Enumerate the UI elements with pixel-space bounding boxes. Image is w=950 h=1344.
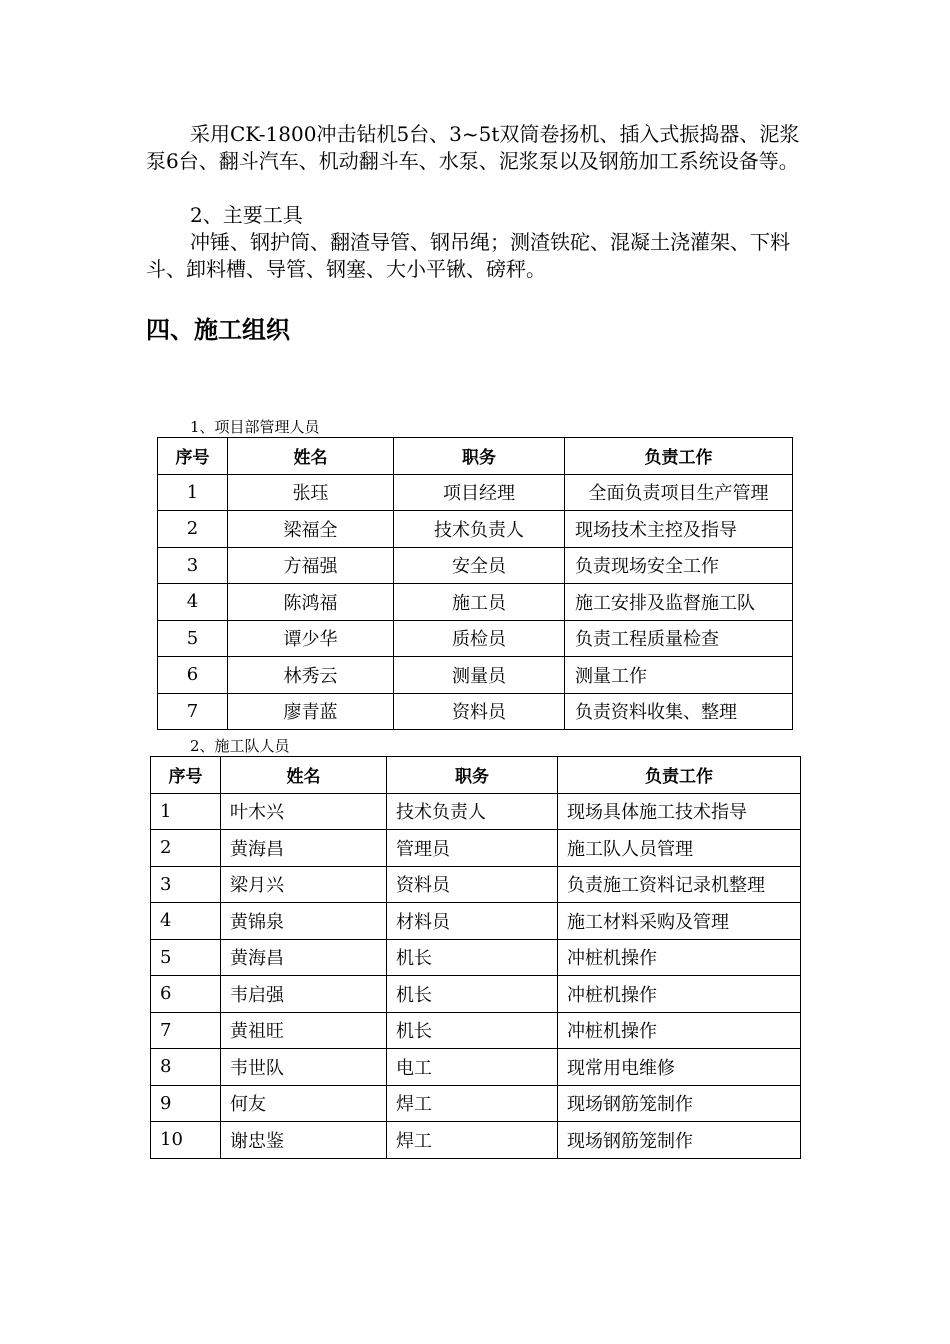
cell-name: 陈鸿福 xyxy=(228,584,394,621)
cell-name: 方福强 xyxy=(228,547,394,584)
cell-name: 谭少华 xyxy=(228,620,394,657)
cell-index: 7 xyxy=(151,1012,221,1049)
cell-position: 质检员 xyxy=(394,620,565,657)
header-index: 序号 xyxy=(151,757,221,794)
cell-index: 3 xyxy=(151,866,221,903)
header-position: 职务 xyxy=(387,757,558,794)
cell-duty: 测量工作 xyxy=(565,657,793,694)
table-row xyxy=(151,793,801,830)
cell-name: 梁福全 xyxy=(228,511,394,548)
cell-duty: 现场钢筋笼制作 xyxy=(558,1085,801,1122)
table-row xyxy=(151,1122,801,1159)
cell-index: 3 xyxy=(158,547,228,584)
table-row xyxy=(151,1085,801,1122)
table-header-row xyxy=(158,438,793,475)
cell-index: 4 xyxy=(158,584,228,621)
table-row xyxy=(158,584,793,621)
cell-name: 梁月兴 xyxy=(221,866,387,903)
cell-position: 机长 xyxy=(387,976,558,1013)
cell-index: 8 xyxy=(151,1049,221,1086)
cell-duty: 现场具体施工技术指导 xyxy=(558,793,801,830)
cell-index: 5 xyxy=(158,620,228,657)
header-name: 姓名 xyxy=(228,438,394,475)
construction-team-table xyxy=(150,756,801,1159)
cell-name: 黄祖旺 xyxy=(221,1012,387,1049)
table-row xyxy=(151,939,801,976)
cell-duty: 现常用电维修 xyxy=(558,1049,801,1086)
table-row xyxy=(158,657,793,694)
cell-duty: 负责工程质量检查 xyxy=(565,620,793,657)
table-row xyxy=(151,866,801,903)
section-heading: 四、施工组织 xyxy=(146,316,290,344)
table-row xyxy=(158,693,793,730)
table-row xyxy=(158,474,793,511)
cell-position: 项目经理 xyxy=(394,474,565,511)
tools-subheading: 2、主要工具 xyxy=(190,203,303,227)
cell-position: 施工员 xyxy=(394,584,565,621)
cell-duty: 全面负责项目生产管理 xyxy=(565,474,793,511)
cell-duty: 负责施工资料记录机整理 xyxy=(558,866,801,903)
cell-index: 2 xyxy=(158,511,228,548)
cell-index: 1 xyxy=(158,474,228,511)
cell-name: 叶木兴 xyxy=(221,793,387,830)
equipment-paragraph: 采用CK-1800冲击钻机5台、3~5t双筒卷扬机、插入式振捣器、泥浆泵6台、翻斗汽车、机动翻斗车、水泵、泥浆泵以及钢筋加工系统设备等。 xyxy=(146,122,800,173)
cell-index: 6 xyxy=(151,976,221,1013)
cell-position: 机长 xyxy=(387,1012,558,1049)
cell-duty: 冲桩机操作 xyxy=(558,1012,801,1049)
cell-name: 黄海昌 xyxy=(221,939,387,976)
cell-name: 韦世队 xyxy=(221,1049,387,1086)
cell-position: 管理员 xyxy=(387,830,558,867)
cell-position: 技术负责人 xyxy=(387,793,558,830)
table-row xyxy=(151,1012,801,1049)
cell-position: 材料员 xyxy=(387,903,558,940)
cell-name: 黄锦泉 xyxy=(221,903,387,940)
cell-duty: 现场技术主控及指导 xyxy=(565,511,793,548)
cell-duty: 施工安排及监督施工队 xyxy=(565,584,793,621)
cell-position: 资料员 xyxy=(387,866,558,903)
cell-position: 焊工 xyxy=(387,1085,558,1122)
cell-index: 7 xyxy=(158,693,228,730)
cell-duty: 施工队人员管理 xyxy=(558,830,801,867)
cell-name: 何友 xyxy=(221,1085,387,1122)
cell-name: 黄海昌 xyxy=(221,830,387,867)
header-duty: 负责工作 xyxy=(565,438,793,475)
table-row xyxy=(158,547,793,584)
cell-duty: 负责资料收集、整理 xyxy=(565,693,793,730)
cell-index: 10 xyxy=(151,1122,221,1159)
cell-duty: 施工材料采购及管理 xyxy=(558,903,801,940)
header-index: 序号 xyxy=(158,438,228,475)
cell-position: 技术负责人 xyxy=(394,511,565,548)
cell-index: 1 xyxy=(151,793,221,830)
cell-position: 电工 xyxy=(387,1049,558,1086)
table1-caption: 1、项目部管理人员 xyxy=(190,418,320,436)
cell-index: 9 xyxy=(151,1085,221,1122)
cell-position: 测量员 xyxy=(394,657,565,694)
cell-duty: 冲桩机操作 xyxy=(558,976,801,1013)
cell-position: 资料员 xyxy=(394,693,565,730)
table-row xyxy=(158,620,793,657)
cell-duty: 现场钢筋笼制作 xyxy=(558,1122,801,1159)
cell-name: 张珏 xyxy=(228,474,394,511)
cell-index: 6 xyxy=(158,657,228,694)
cell-position: 焊工 xyxy=(387,1122,558,1159)
cell-index: 5 xyxy=(151,939,221,976)
table-row xyxy=(151,976,801,1013)
management-staff-table xyxy=(157,437,793,730)
table-row xyxy=(151,830,801,867)
header-duty: 负责工作 xyxy=(558,757,801,794)
table-row xyxy=(158,511,793,548)
table-header-row xyxy=(151,757,801,794)
table2-caption: 2、施工队人员 xyxy=(190,737,290,755)
cell-index: 2 xyxy=(151,830,221,867)
cell-position: 机长 xyxy=(387,939,558,976)
cell-index: 4 xyxy=(151,903,221,940)
cell-name: 林秀云 xyxy=(228,657,394,694)
cell-name: 廖青蓝 xyxy=(228,693,394,730)
cell-position: 安全员 xyxy=(394,547,565,584)
cell-duty: 冲桩机操作 xyxy=(558,939,801,976)
tools-paragraph: 冲锤、钢护筒、翻渣导管、钢吊绳；测渣铁砣、混凝土浇灌架、下料斗、卸料槽、导管、钢塞、大小平锹、磅秤。 xyxy=(146,230,790,281)
table-row xyxy=(151,903,801,940)
header-name: 姓名 xyxy=(221,757,387,794)
table-row xyxy=(151,1049,801,1086)
cell-name: 韦启强 xyxy=(221,976,387,1013)
header-position: 职务 xyxy=(394,438,565,475)
cell-name: 谢忠鉴 xyxy=(221,1122,387,1159)
cell-duty: 负责现场安全工作 xyxy=(565,547,793,584)
